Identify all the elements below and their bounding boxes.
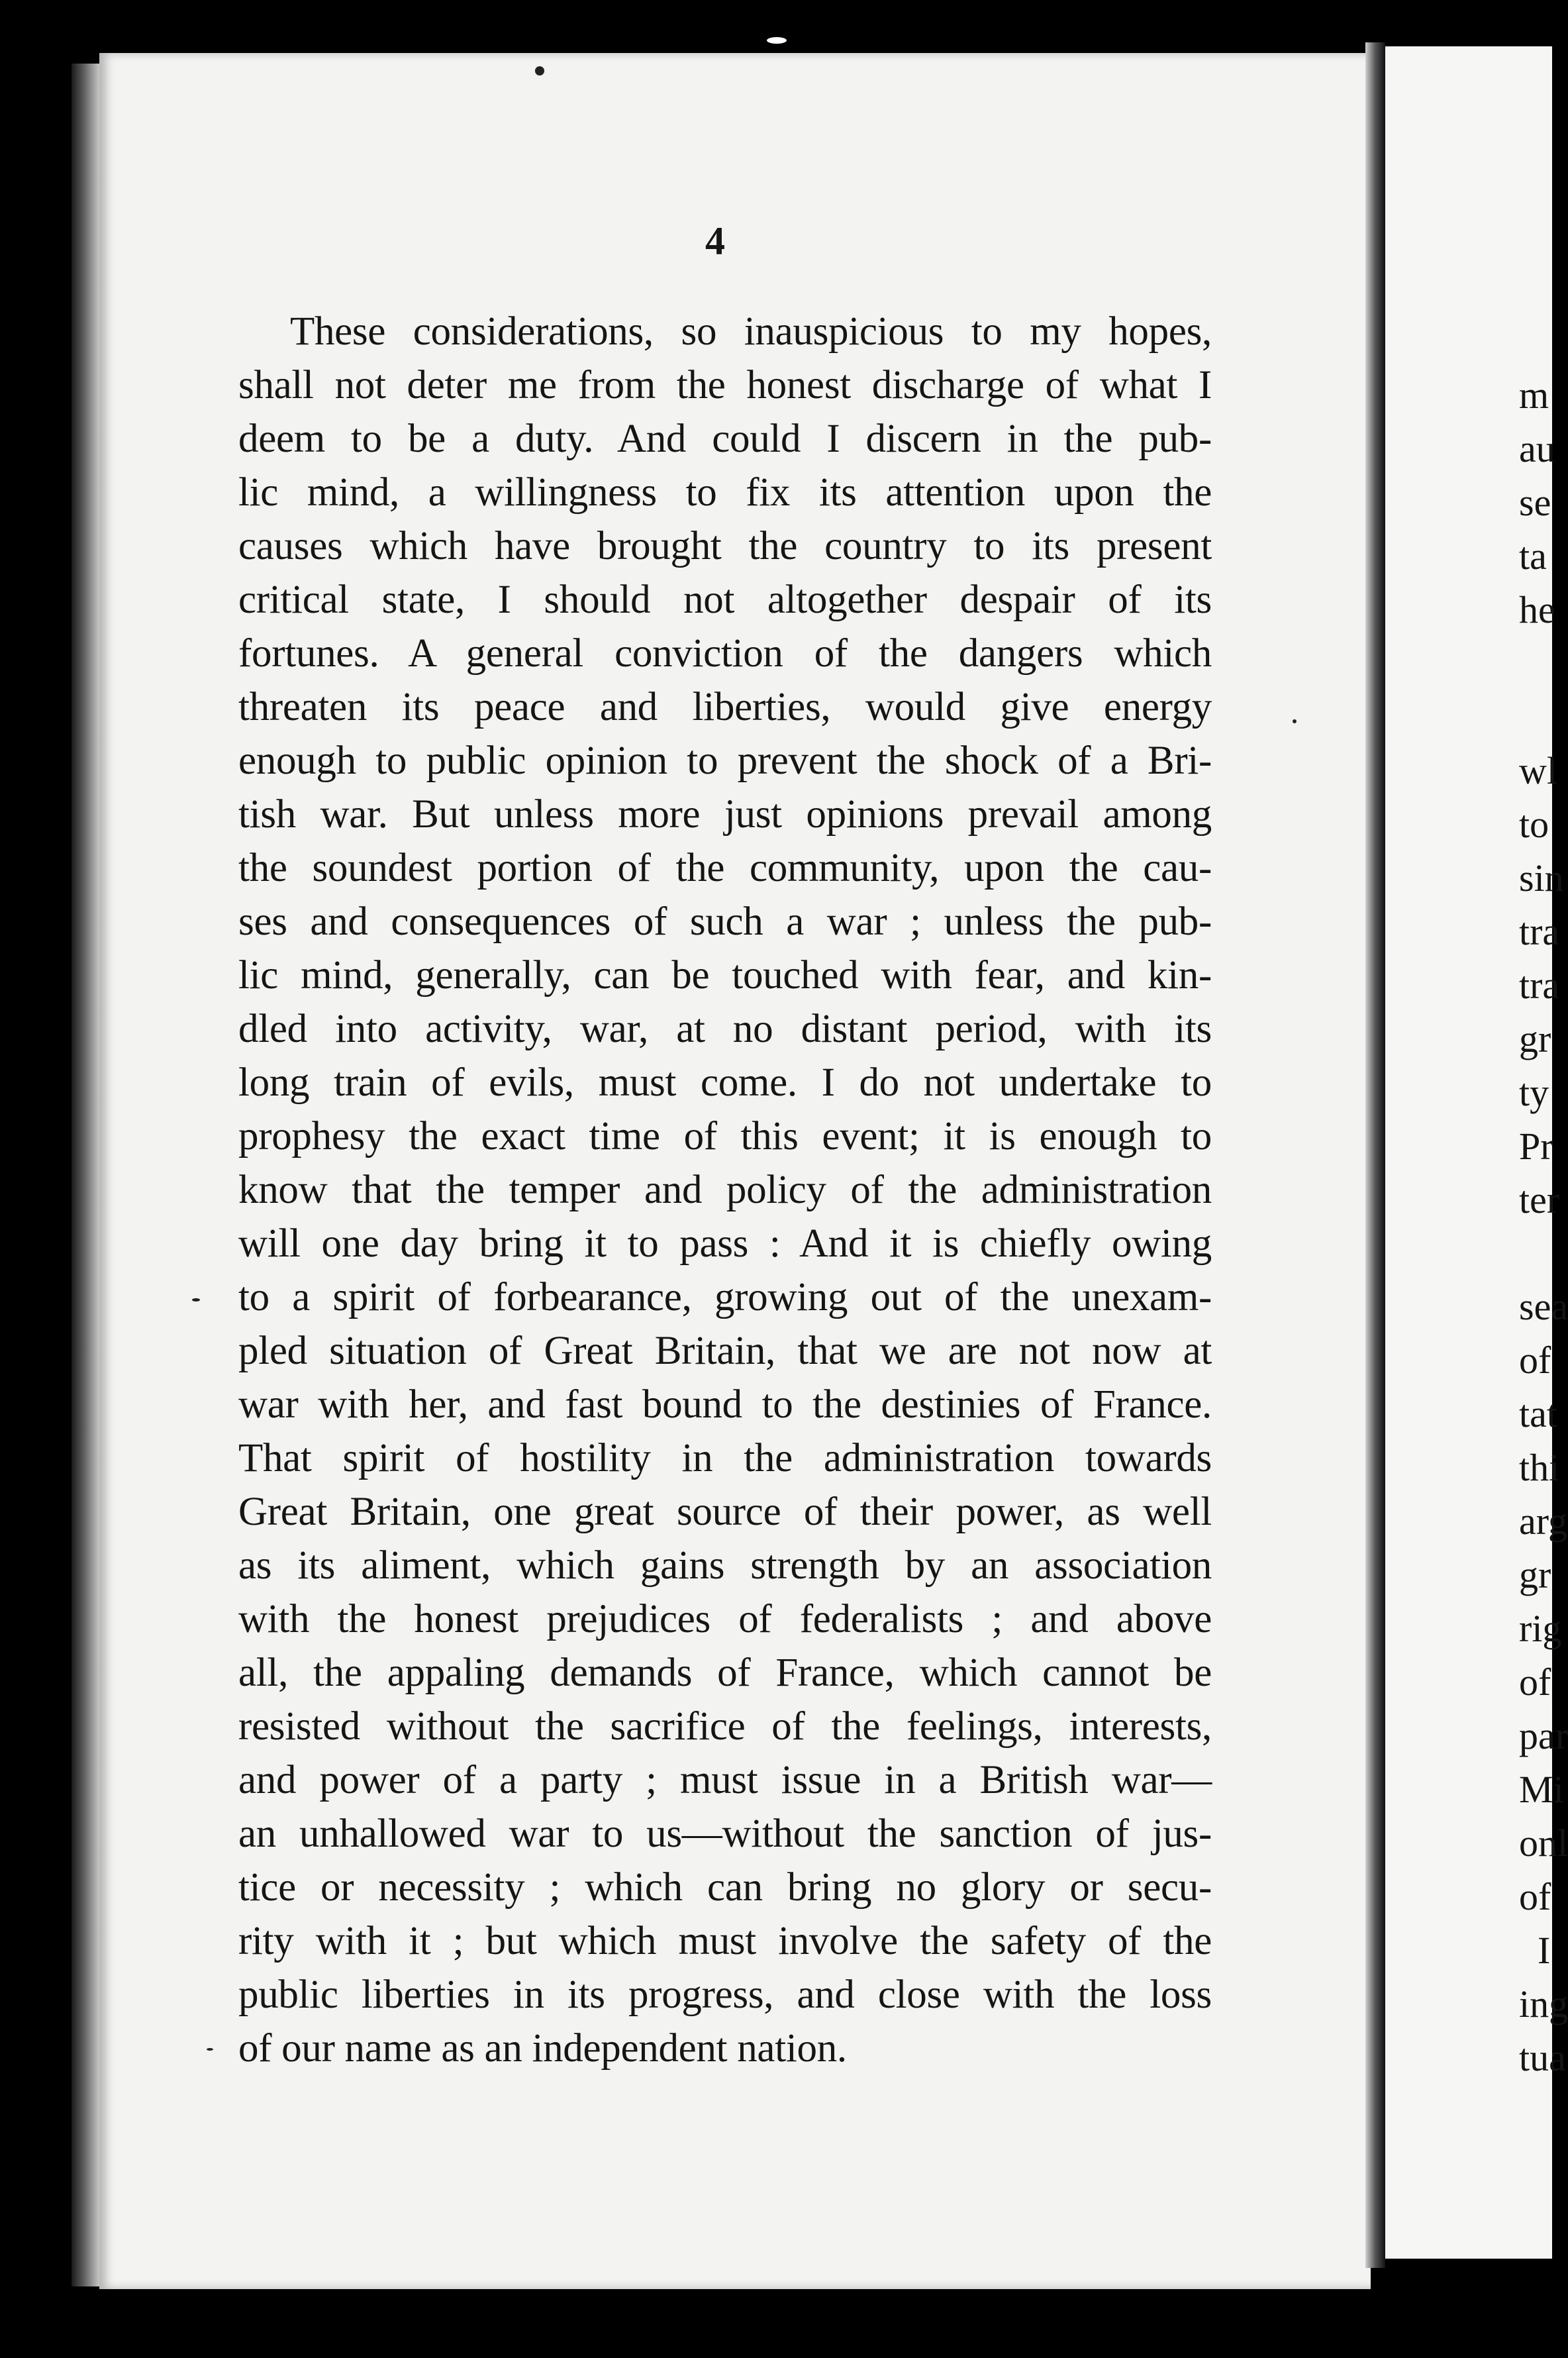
text-line: critical state, I should not altogether despair of its [238,578,1212,622]
text-line: all, the appaling demands of France, which cannot be [238,1651,1212,1695]
text-line: to a spirit of forbearance, growing out of the unexam- [238,1275,1212,1319]
ink-speck [192,1298,200,1302]
fragment-line: onl [1519,1821,1568,1865]
fragment-line: m [1519,374,1549,417]
fragment-line: par [1519,1714,1568,1757]
text-line: shall not deter me from the honest discharge of what I [238,363,1212,407]
text-line: public liberties in its progress, and close with the loss [238,1973,1212,2017]
text-line: These considerations, so inauspicious to my hopes, [290,309,1212,354]
fragment-line: arg [1519,1500,1568,1543]
fragment-line: au [1519,427,1555,470]
page-number: 4 [705,219,725,263]
text-line: tice or necessity ; which can bring no glory or secu- [238,1865,1212,1910]
fragment-line: wl [1519,749,1557,792]
fragment-line: to [1519,803,1549,846]
fragment-gap [1519,1227,1552,1280]
fragment-line: thi [1519,1446,1560,1489]
text-line: know that the temper and policy of the administration [238,1168,1212,1212]
next-page-fragment [1519,368,1568,2084]
text-line: with the honest prejudices of federalists ; and above [238,1597,1212,1641]
ink-speck [207,2048,213,2051]
fragment-line: gr [1519,1017,1551,1060]
book-gutter [1365,42,1385,2268]
text-line: war with her, and fast bound to the destinies of France. [238,1382,1212,1427]
text-line: will one day bring it to pass : And it is chiefly owing [238,1221,1212,1266]
fragment-gap [1519,637,1552,744]
fragment-line: sin [1519,856,1564,899]
text-line: That spirit of hostility in the administration towards [238,1436,1212,1480]
ink-speck [1293,719,1297,723]
text-line: of our name as an independent nation. [238,2026,847,2071]
fragment-line: se [1519,481,1551,524]
text-line: enough to public opinion to prevent the shock of a Bri- [238,739,1212,783]
text-line: lic mind, generally, can be touched with fear, and kin- [238,953,1212,998]
text-line: fortunes. A general conviction of the dangers which [238,631,1212,676]
text-line: and power of a party ; must issue in a British war— [238,1758,1212,1802]
ink-speck [535,66,544,76]
fragment-line: tat [1519,1392,1557,1435]
text-line: threaten its peace and liberties, would give energy [238,685,1212,729]
fragment-line: of [1519,1875,1551,1918]
fragment-line: ta [1519,535,1547,578]
fragment-line: of [1519,1339,1551,1382]
fragment-line: Mi [1519,1768,1564,1811]
text-line: pled situation of Great Britain, that we are not now at [238,1329,1212,1373]
fragment-line: rig [1519,1607,1562,1650]
fragment-line: sea [1519,1285,1568,1328]
text-line: the soundest portion of the community, upon the cau- [238,846,1212,890]
fragment-line: ty [1519,1071,1549,1114]
text-line: deem to be a duty. And could I discern in the pub- [238,417,1212,461]
fragment-line: tra [1519,910,1560,953]
ink-speck [767,37,787,44]
fragment-line: of [1519,1661,1551,1704]
text-line: resisted without the sacrifice of the feelings, interests, [238,1704,1212,1749]
text-line: tish war. But unless more just opinions prevail among [238,792,1212,837]
fragment-line: gr [1519,1553,1551,1596]
text-line: prophesy the exact time of this event; it is enough to [238,1114,1212,1158]
text-line: as its aliment, which gains strength by an association [238,1543,1212,1588]
fragment-line: ing [1519,1982,1568,2025]
text-line: causes which have brought the country to its present [238,524,1212,568]
text-line: an unhallowed war to us—without the sanction of jus- [238,1812,1212,1856]
text-line: lic mind, a willingness to fix its attention upon the [238,470,1212,515]
fragment-line: I [1538,1929,1551,1972]
text-line: dled into activity, war, at no distant period, with its [238,1007,1212,1051]
fragment-line: he [1519,588,1555,631]
text-line: rity with it ; but which must involve the safety of the [238,1919,1212,1963]
fragment-line: Pr [1519,1125,1553,1168]
body-text [238,305,1212,2075]
text-line: ses and consequences of such a war ; unless the pub- [238,899,1212,944]
text-line: long train of evils, must come. I do not undertake to [238,1060,1212,1105]
fragment-line: tra [1519,964,1560,1007]
fragment-line: tua [1519,2036,1566,2079]
left-page-edge [72,64,101,2286]
fragment-line: ter [1519,1178,1560,1221]
text-line: Great Britain, one great source of their power, as well [238,1490,1212,1534]
